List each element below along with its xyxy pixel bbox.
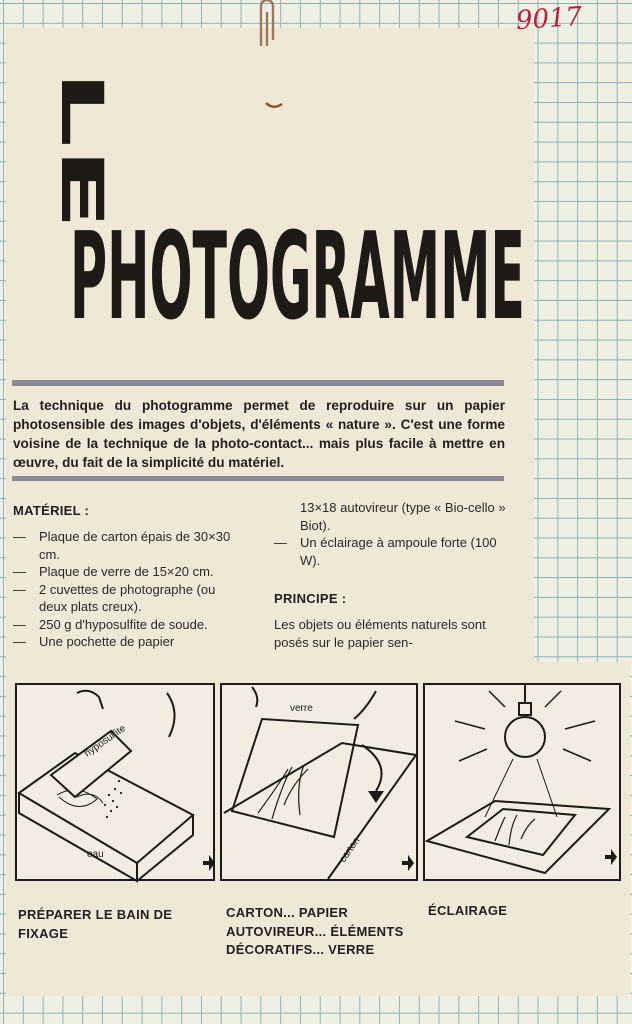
board-glass-drawing bbox=[222, 685, 416, 879]
label-hyposulfite: hyposulfite bbox=[82, 723, 128, 760]
caption-panel-1: PRÉPARER LE BAIN DE FIXAGE bbox=[18, 907, 173, 941]
label-eau: eau bbox=[87, 849, 104, 860]
list-item: — Plaque de carton épais de 30×30 cm. bbox=[13, 529, 231, 562]
label-carton: carton bbox=[337, 835, 363, 865]
tear-mark bbox=[265, 100, 283, 110]
title-photogramme-text: PHOTOGRAMME bbox=[70, 208, 525, 347]
lamp-exposure-drawing bbox=[425, 685, 619, 879]
list-item: — 250 g d'hyposulfite de soude. bbox=[13, 616, 208, 632]
materiel-list bbox=[13, 528, 245, 651]
caption-panel-2: CARTON... PAPIER AUTOVIREUR... ÉLÉMENTS DÉCORATIFS... VERRE bbox=[226, 905, 404, 957]
materiel-heading: MATÉRIEL : bbox=[13, 503, 90, 518]
title-photogramme bbox=[70, 150, 530, 360]
materiel-continuation: 13×18 autovireur (type « Bio-cello » Biot). bbox=[300, 500, 506, 533]
illustration-panel-2 bbox=[220, 683, 418, 881]
handwritten-number: 9017 bbox=[515, 1, 584, 37]
paperclip-icon bbox=[255, 0, 283, 48]
intro-paragraph: La technique du photogramme permet de reproduire sur un papier photosensible des images d'objets, d'éléments « nature ». C'est une forme voisine de la technique de la photo-contact... mais plus facile à mettre en œuvre, du fait de la simplicité du matériel. bbox=[13, 398, 505, 470]
label-verre: verre bbox=[290, 703, 313, 714]
list-item: — 2 cuvettes de photographe (ou deux plats creux). bbox=[13, 581, 216, 614]
materiel-list-2 bbox=[274, 534, 508, 569]
title-le bbox=[12, 64, 116, 234]
illustration-panel-1 bbox=[15, 683, 215, 881]
list-item: — Une pochette de papier bbox=[13, 634, 175, 649]
fixing-bath-drawing bbox=[17, 685, 213, 879]
list-item: — Un éclairage à ampoule forte (100 W). bbox=[274, 535, 497, 568]
principe-heading: PRINCIPE : bbox=[274, 591, 347, 606]
arrow-icon bbox=[203, 855, 215, 871]
principe-text: Les objets ou éléments naturels sont posés sur le papier sen- bbox=[274, 617, 486, 650]
illustration-panel-3 bbox=[423, 683, 621, 881]
caption-panel-3: ÉCLAIRAGE bbox=[428, 903, 508, 918]
divider-bottom bbox=[12, 476, 504, 481]
title-le-text: LE bbox=[48, 70, 116, 147]
arrow-icon bbox=[402, 855, 414, 871]
list-item: — Plaque de verre de 15×20 cm. bbox=[13, 564, 214, 579]
arrow-icon bbox=[605, 849, 617, 865]
divider-top bbox=[12, 380, 504, 386]
